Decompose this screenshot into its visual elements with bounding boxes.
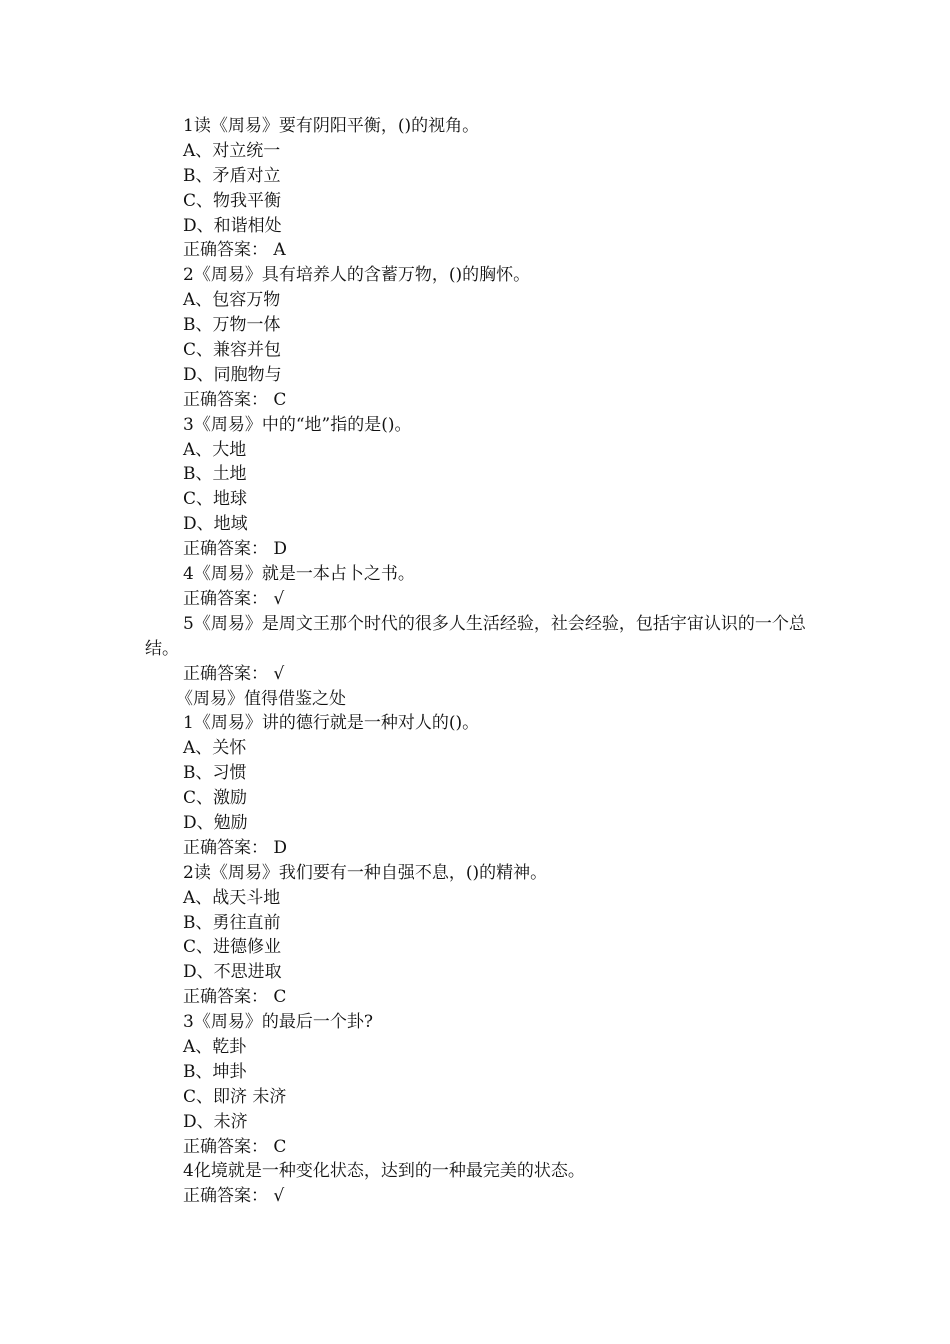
question-1: 1读《周易》要有阴阳平衡，()的视角。 — [183, 116, 480, 136]
option-a: A、大地 — [183, 439, 247, 460]
option-d: D、未济 — [183, 1111, 248, 1132]
option-c: C、激励 — [183, 788, 248, 809]
question-1: 1《周易》讲的德行就是一种对人的()。 — [183, 713, 480, 734]
option-a: A、对立统一 — [183, 140, 281, 161]
document-body — [0, 114, 950, 1209]
question-2: 2《周易》具有培养人的含蓄万物，()的胸怀。 — [183, 265, 531, 286]
answer: 正确答案： √ — [183, 663, 285, 684]
option-b: B、习惯 — [183, 763, 247, 784]
option-d: D、同胞物与 — [183, 364, 282, 385]
answer: 正确答案： C — [183, 389, 287, 410]
option-b: B、万物一体 — [183, 315, 281, 336]
option-b: B、坤卦 — [183, 1061, 247, 1082]
question-5: 5《周易》是周文王那个时代的很多人生活经验，社会经验，包括宇宙认识的一个总结。 — [145, 613, 806, 659]
answer: 正确答案： D — [183, 539, 288, 560]
option-c: C、兼容并包 — [183, 340, 282, 361]
option-d: D、勉励 — [183, 812, 248, 833]
answer: 正确答案： √ — [183, 588, 285, 609]
option-a: A、关怀 — [183, 738, 247, 759]
answer: 正确答案： √ — [183, 1186, 285, 1207]
question-2: 2读《周易》我们要有一种自强不息，()的精神。 — [183, 862, 548, 883]
option-c: C、地球 — [183, 489, 248, 510]
option-b: B、矛盾对立 — [183, 165, 281, 186]
option-c: C、物我平衡 — [183, 190, 282, 211]
answer: 正确答案： A — [183, 240, 286, 261]
question-3: 3《周易》的最后一个卦? — [183, 1012, 373, 1033]
option-c: C、进德修业 — [183, 937, 282, 958]
answer: 正确答案： C — [183, 1136, 287, 1157]
option-a: A、战天斗地 — [183, 887, 281, 908]
option-d: D、和谐相处 — [183, 215, 282, 236]
option-c: C、即济 未济 — [183, 1086, 287, 1107]
option-b: B、土地 — [183, 464, 247, 485]
question-3: 3《周易》中的“地”指的是()。 — [183, 414, 412, 435]
answer: 正确答案： C — [183, 987, 287, 1008]
section-heading: 《周易》值得借鉴之处 — [176, 688, 346, 709]
option-d: D、地域 — [183, 514, 248, 535]
option-a: A、乾卦 — [183, 1036, 247, 1057]
option-a: A、包容万物 — [183, 290, 281, 311]
question-4: 4化境就是一种变化状态，达到的一种最完美的状态。 — [183, 1161, 585, 1182]
answer: 正确答案： D — [183, 837, 288, 858]
question-4: 4《周易》就是一本占卜之书。 — [183, 564, 415, 585]
option-d: D、不思进取 — [183, 962, 282, 983]
option-b: B、勇往直前 — [183, 912, 281, 933]
